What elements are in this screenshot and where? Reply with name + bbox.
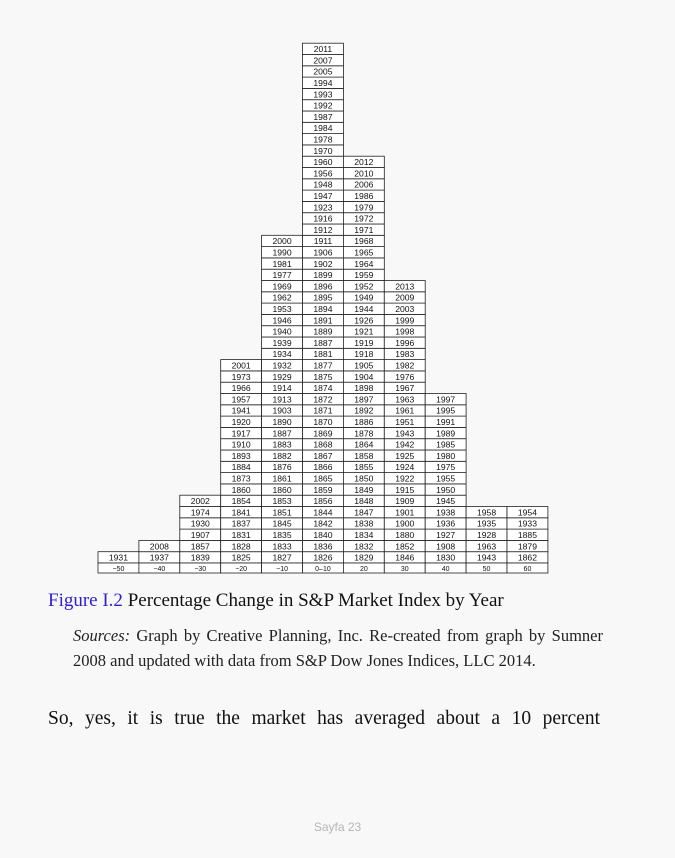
year-label: 2006 [354,179,374,190]
year-label: 1913 [272,394,292,405]
year-label: 1834 [354,530,374,540]
bin-tick-label: 30 [400,565,409,573]
year-label: 2002 [190,496,210,507]
year-label: 1855 [354,462,374,473]
year-label: 1943 [476,552,497,563]
year-label: 1932 [272,360,292,371]
bin-tick-label: −30 [194,565,207,573]
year-label: 1910 [231,439,251,450]
year-label: 1931 [108,552,129,563]
year-label: 1870 [313,417,333,427]
year-label: 1982 [395,360,415,371]
year-label: 2005 [313,66,333,77]
year-label: 1839 [190,552,210,563]
year-label: 1929 [272,371,292,382]
year-label: 1927 [436,530,456,540]
year-label: 1901 [395,507,415,518]
year-label: 1835 [272,530,292,540]
year-label: 1995 [436,405,456,416]
year-label: 1994 [313,78,333,88]
year-label: 1998 [395,326,415,337]
year-label: 2012 [354,157,374,168]
year-label: 1891 [313,315,333,326]
year-label: 1884 [231,462,251,473]
year-label: 1964 [354,258,374,269]
year-label: 1934 [272,349,292,360]
year-label: 1938 [436,507,456,518]
year-label: 1906 [313,247,333,258]
bin-tick-label: 60 [523,565,532,573]
year-label: 1918 [354,349,374,360]
year-label: 1957 [231,394,251,405]
year-label: 2000 [272,236,292,247]
year-label: 1899 [313,270,333,281]
year-label: 1977 [272,270,292,281]
sources-text: Graph by Creative Planning, Inc. Re-created from graph by Sumner 2008 and updated with data from S&P Dow Jones Indices, LLC 2014. [73,626,603,670]
year-label: 1868 [313,439,333,450]
year-label: 1869 [313,428,333,439]
bin-tick-label: −20 [235,565,248,573]
year-label: 1856 [313,496,333,507]
year-label: 1992 [313,100,333,111]
year-label: 1996 [395,337,415,348]
year-label: 1876 [272,462,292,473]
year-label: 2008 [149,541,169,552]
year-label: 1997 [436,394,456,405]
year-label: 1965 [354,247,374,258]
year-label: 1838 [354,518,374,529]
year-label: 1865 [313,473,333,484]
year-label: 1883 [272,439,292,450]
year-label: 1921 [354,326,374,337]
year-label: 1924 [395,462,415,473]
year-label: 1959 [354,270,374,281]
year-label: 1833 [272,541,292,552]
year-label: 1852 [395,541,415,552]
year-label: 1980 [436,450,456,461]
year-label: 1963 [395,394,415,405]
year-label: 1966 [231,383,251,394]
year-label: 1975 [436,462,456,473]
year-label: 1862 [517,552,538,563]
year-label: 1972 [354,213,374,224]
year-label: 1935 [476,518,497,529]
year-label: 1990 [272,247,292,258]
year-label: 1984 [313,123,333,134]
year-label: 1841 [231,507,251,518]
year-label: 1936 [436,518,456,529]
year-label: 2001 [231,360,251,371]
year-label: 1955 [436,473,456,484]
year-label: 1986 [354,191,374,201]
year-label: 1850 [354,473,374,484]
year-label: 1825 [231,552,251,563]
year-label: 1923 [313,202,333,213]
year-label: 1895 [313,292,333,303]
year-label: 1880 [395,530,415,540]
year-label: 1900 [395,518,415,529]
year-label: 2003 [395,304,415,314]
year-label: 1875 [313,371,333,382]
year-label: 1889 [313,326,333,337]
year-label: 1967 [395,383,415,394]
year-label: 1968 [354,236,374,247]
year-label: 1866 [313,462,333,473]
year-label: 1917 [231,428,251,439]
year-label: 1878 [354,428,374,439]
year-label: 1937 [149,552,169,563]
year-label: 1926 [354,315,374,326]
year-label: 1954 [517,507,538,518]
year-label: 1942 [395,439,415,450]
figure-caption [48,590,648,612]
year-label: 1840 [313,530,333,540]
year-label: 1892 [354,405,374,416]
year-label: 1939 [272,337,292,348]
sources-label: Sources: [73,626,131,645]
body-paragraph: So, yes, it is true the market has averaged about a 10 percent [48,708,600,729]
bin-tick-label: 40 [441,565,450,573]
year-label: 1873 [231,473,251,484]
bin-tick-label: −50 [112,565,125,573]
year-label: 1860 [231,484,251,495]
bin-tick-label: 20 [359,565,368,573]
year-label: 1842 [313,518,333,529]
year-label: 1844 [313,507,333,518]
year-label: 1846 [395,552,415,563]
year-label: 1879 [517,541,538,552]
year-label: 1857 [190,541,210,552]
year-label: 1922 [395,473,415,484]
year-label: 1976 [395,371,415,382]
year-label: 1944 [354,304,374,314]
year-label: 1902 [313,258,333,269]
year-label: 1919 [354,337,374,348]
year-label: 1985 [436,439,456,450]
year-label: 1989 [436,428,456,439]
year-label: 1877 [313,360,333,371]
year-label: 2007 [313,55,333,66]
page-number: Sayfa 23 [313,820,362,834]
year-label: 1851 [272,507,292,518]
year-label: 1861 [272,473,292,484]
year-label: 1948 [313,179,333,190]
year-label: 1962 [272,292,292,303]
year-label: 1854 [231,496,251,507]
year-label: 1991 [436,417,456,427]
year-label: 1971 [354,224,374,235]
year-label: 1908 [436,541,456,552]
year-label: 1837 [231,518,251,529]
year-label: 1832 [354,541,374,552]
year-label: 1886 [354,417,374,427]
year-label: 1979 [354,202,374,213]
year-label: 1912 [313,224,333,235]
year-label: 1885 [517,530,538,540]
year-label: 1945 [436,496,456,507]
year-label: 1950 [436,484,456,495]
year-label: 1914 [272,383,292,394]
year-label: 1946 [272,315,292,326]
year-label: 1947 [313,191,333,201]
year-label: 1911 [313,236,333,247]
year-label: 2010 [354,168,374,179]
year-label: 1974 [190,507,210,518]
year-label: 1848 [354,496,374,507]
year-label: 1983 [395,349,415,360]
year-label: 1905 [354,360,374,371]
year-label: 1887 [313,337,333,348]
year-label: 1970 [313,145,333,156]
year-label: 1890 [272,417,292,427]
year-label: 1925 [395,450,415,461]
year-label: 1867 [313,450,333,461]
year-label: 1881 [313,349,333,360]
year-label: 1831 [231,530,251,540]
year-label: 2013 [395,281,415,292]
figure-sources [73,624,603,673]
year-label: 1858 [354,450,374,461]
year-label: 1961 [395,405,415,416]
year-label: 1893 [231,450,251,461]
year-label: 1916 [313,213,333,224]
year-label: 1949 [354,292,374,303]
bin-tick-label: 50 [482,565,491,573]
year-label: 1897 [354,394,374,405]
figure-title: Percentage Change in S&P Market Index by Year [122,590,504,611]
year-label: 1941 [231,405,251,416]
year-label: 1915 [395,484,415,495]
year-label: 1872 [313,394,333,405]
year-label: 1973 [231,371,251,382]
figure-label[interactable]: Figure I.2 [48,590,123,611]
year-label: 1943 [395,428,415,439]
year-label: 1853 [272,496,292,507]
year-label: 1826 [313,552,333,563]
year-label: 2009 [395,292,415,303]
bin-tick-label: 0–10 [315,565,331,573]
year-label: 1849 [354,484,374,495]
year-label: 1909 [395,496,415,507]
year-label: 1829 [354,552,374,563]
year-label: 1874 [313,383,333,394]
year-label: 1920 [231,417,251,427]
year-label: 1993 [313,89,333,100]
year-label: 1960 [313,157,333,168]
year-label: 1981 [272,258,292,269]
year-label: 1956 [313,168,333,179]
year-label: 1999 [395,315,415,326]
year-label: 1871 [313,405,333,416]
year-label: 1830 [436,552,456,563]
year-label: 1952 [354,281,374,292]
year-label: 1969 [272,281,292,292]
year-label: 1907 [190,530,210,540]
year-label: 1978 [313,134,333,145]
year-label: 1940 [272,326,292,337]
year-label: 1958 [476,507,497,518]
year-label: 1847 [354,507,374,518]
year-label: 1827 [272,552,292,563]
year-label: 1882 [272,450,292,461]
year-label: 1860 [272,484,292,495]
year-label: 1951 [395,417,415,427]
year-label: 1887 [272,428,292,439]
year-label: 1903 [272,405,292,416]
year-label: 1963 [476,541,497,552]
year-label: 1928 [476,530,497,540]
year-label: 1859 [313,484,333,495]
year-label: 1864 [354,439,374,450]
year-label: 1987 [313,111,333,122]
year-label: 1896 [313,281,333,292]
year-label: 1894 [313,304,333,314]
year-label: 1828 [231,541,251,552]
year-label: 1930 [190,518,210,529]
bin-tick-label: −40 [153,565,166,573]
year-label: 1845 [272,518,292,529]
year-label: 1836 [313,541,333,552]
year-label: 1933 [517,518,538,529]
bin-tick-label: −10 [276,565,288,573]
year-label: 2011 [313,44,333,55]
year-label: 1898 [354,383,374,394]
year-label: 1904 [354,371,374,382]
year-label: 1953 [272,304,292,314]
